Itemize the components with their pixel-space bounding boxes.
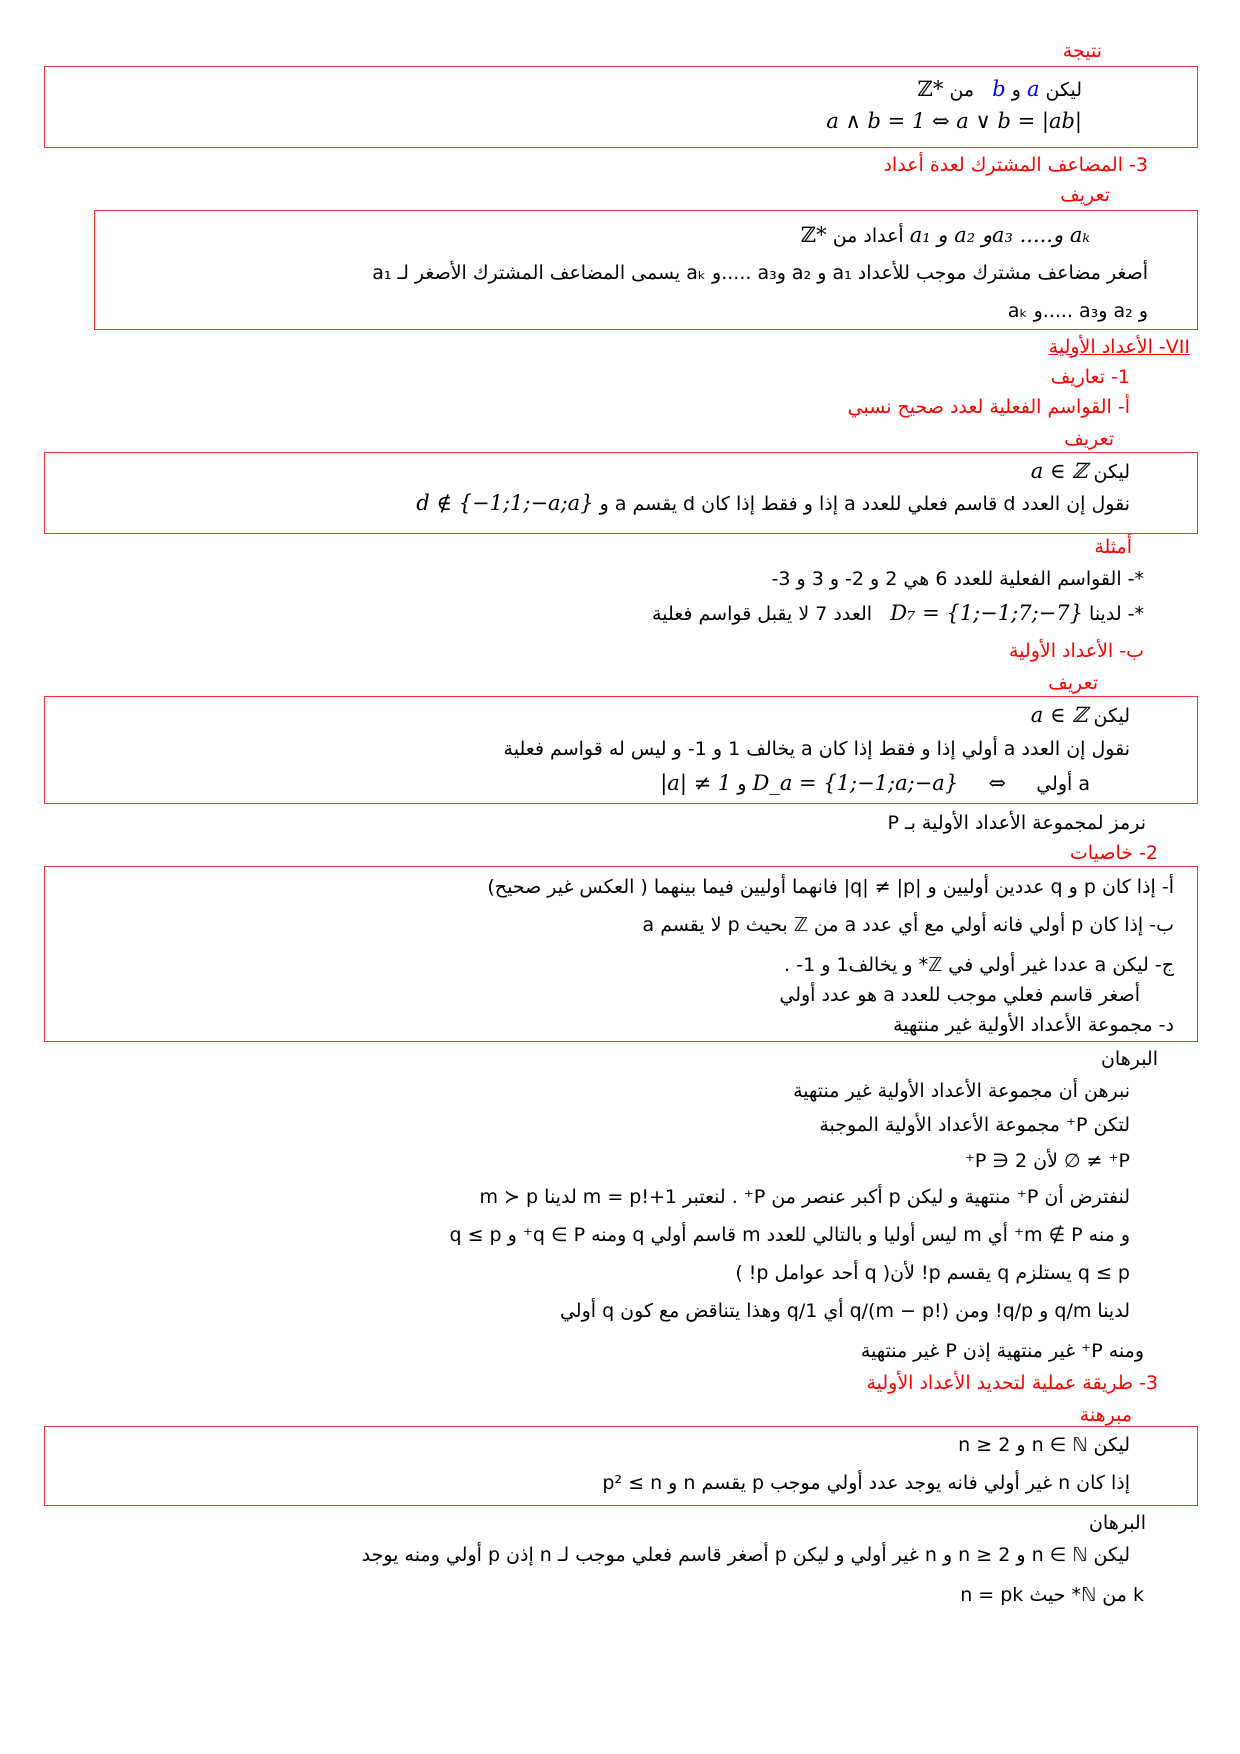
result-title: نتيجة — [1062, 40, 1102, 62]
props-heading: 2- خاصيات — [1069, 842, 1158, 864]
s3-line1: a₁ و a₂ وa₃ .....و aₖ أعداد من ℤ* — [800, 223, 1090, 247]
s7-sub1: 1- تعاريف — [1050, 366, 1130, 388]
s3-line3: و a₂ وa₃ .....و aₖ — [1007, 300, 1148, 322]
proof2-title: البرهان — [1088, 1512, 1146, 1534]
s7b-heading: ب- الأعداد الأولية — [1009, 640, 1144, 662]
s7b-line1: ليكن a ∈ ℤ — [1030, 703, 1130, 727]
prop-d: د- مجموعة الأعداد الأولية غير منتهية — [893, 1014, 1174, 1036]
s7b-line2: نقول إن العدد a أولي إذا و فقط إذا كان a يخالف 1 و 1- و ليس له قواسم فعلية — [503, 738, 1130, 760]
prop-c2: أصغر قاسم فعلي موجب للعدد a هو عدد أولي — [779, 984, 1140, 1006]
s7b-def-title: تعريف — [1048, 672, 1098, 694]
proof1-l8: ومنه P⁺ غير منتهية إذن P غير منتهية — [860, 1340, 1144, 1362]
s7-heading: VII- الأعداد الأولية — [1048, 336, 1190, 358]
s7b-line3: a أولي ⇔ D_a = {1;−1;a;−a} و |a| ≠ 1 — [660, 771, 1090, 795]
s3-heading: 3- المضاعف المشترك لعدة أعداد — [883, 154, 1148, 176]
s3-line2: أصغر مضاعف مشترك موجب للأعداد a₁ و a₂ وa₃ .....و aₖ يسمى المضاعف المشترك الأصغر لـ a₁ — [372, 262, 1148, 284]
prop-b: ب- إذا كان p أولي فانه أولي مع أي عدد a من ℤ بحيث p لا يقسم a — [642, 914, 1174, 936]
s7-def-line2: نقول إن العدد d قاسم فعلي للعدد a إذا و فقط إذا كان d يقسم a و d ∉ {−1;1;−a;a} — [416, 491, 1130, 515]
result-formula: a ∧ b = 1 ⇔ a ∨ b = |ab| — [826, 109, 1082, 133]
example-2: *- لدينا D₇ = {1;−1;7;−7} العدد 7 لا يقبل قواسم فعلية — [652, 601, 1144, 625]
theorem-l1: ليكن n ∈ ℕ و n ≥ 2 — [958, 1434, 1130, 1456]
s3b-heading: 3- طريقة عملية لتحديد الأعداد الأولية — [866, 1372, 1158, 1394]
prop-c: ج- ليكن a عددا غير أولي في ℤ* و يخالف1 و 1- . — [784, 954, 1174, 976]
s7-sub1a: أ- القواسم الفعلية لعدد صحيح نسبي — [847, 396, 1130, 418]
proof1-l4: لنفترض أن P⁺ منتهية و ليكن p أكبر عنصر من P⁺ . لنعتبر m = p!+1 لدينا m ≻ p — [479, 1186, 1130, 1208]
s7-def-line1: ليكن a ∈ ℤ — [1030, 459, 1130, 483]
prop-a: أ- إذا كان p و q عددين أوليين و |q| ≠ |p| فانهما أوليين فيما بينهما ( العكس غير صحيح) — [487, 876, 1174, 898]
proof1-l6: q ≤ p يستلزم q يقسم p! لأن( q أحد عوامل p! ) — [735, 1262, 1130, 1284]
theorem-title: مبرهنة — [1079, 1404, 1132, 1426]
s7-def-title: تعريف — [1064, 428, 1114, 450]
proof1-l5: و منه m ∉ P⁺ أي m ليس أوليا و بالتالي للعدد m قاسم أولي q ومنه q ∈ P⁺ و q ≤ p — [449, 1224, 1130, 1246]
proof1-l7: لدينا q/m و q/p! ومن q/(m − p!) أي q/1 وهذا يتناقض مع كون q أولي — [559, 1300, 1130, 1322]
theorem-l2: إذا كان n غير أولي فانه يوجد عدد أولي موجب p يقسم n و p² ≤ n — [602, 1472, 1130, 1494]
proof1-l2: لتكن P⁺ مجموعة الأعداد الأولية الموجبة — [819, 1114, 1130, 1136]
proof1-l3: P⁺ ≠ ∅ لأن 2 ∈ P⁺ — [964, 1150, 1130, 1172]
proof1-l1: نبرهن أن مجموعة الأعداد الأولية غير منتهية — [793, 1080, 1130, 1102]
proof2-l2: k من ℕ* حيث n = pk — [960, 1584, 1144, 1606]
result-line1: ليكن a و b من ℤ* — [917, 77, 1082, 101]
proof1-title: البرهان — [1100, 1048, 1158, 1070]
primes-notation: نرمز لمجموعة الأعداد الأولية بـ P — [887, 812, 1146, 834]
examples-title: أمثلة — [1094, 536, 1132, 558]
proof2-l1: ليكن n ∈ ℕ و n ≥ 2 و n غير أولي و ليكن p أصغر قاسم فعلي موجب لـ n إذن p أولي ومنه يوجد — [361, 1544, 1130, 1566]
s3-def-title: تعريف — [1060, 184, 1110, 206]
example-1: *- القواسم الفعلية للعدد 6 هي 2 و 2- و 3 و 3- — [771, 568, 1144, 590]
